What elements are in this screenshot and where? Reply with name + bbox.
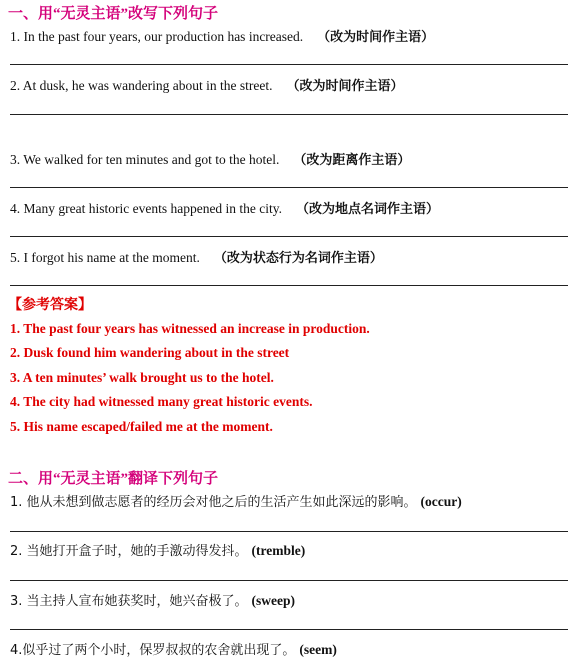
translation-question-2 [10,540,305,559]
answer-line [10,187,568,188]
answer-line [10,531,568,532]
answer-line [10,236,568,237]
answer-line [10,285,568,286]
question-text: 1. 他从未想到做志愿者的经历会对他之后的生活产生如此深远的影响。 [10,495,417,510]
question-3 [10,149,410,168]
question-text: 3. 当主持人宣布她获奖时，她兴奋极了。 [10,594,248,609]
question-hint: （改为状态行为名词作主语） [213,251,383,266]
question-2 [10,75,403,94]
answer-4: 4. The city had witnessed many great historic events. [10,394,313,409]
question-keyword: (seem) [299,642,337,657]
answer-line [10,580,568,581]
question-4 [10,198,439,217]
answer-1: 1. The past four years has witnessed an increase in production. [10,321,370,336]
question-keyword: (tremble) [251,543,306,558]
question-hint: （改为时间作主语） [317,30,435,45]
question-1 [10,26,434,45]
answer-2: 2. Dusk found him wandering about in the street [10,345,290,360]
translation-question-3 [10,590,295,609]
answer-5: 5. His name escaped/failed me at the moment. [10,419,273,434]
question-hint: （改为地点名词作主语） [296,202,440,217]
question-text: 2. 当她打开盒子时，她的手激动得发抖。 [10,544,248,559]
translation-question-4 [10,639,337,658]
question-hint: （改为时间作主语） [286,79,404,94]
question-text: 1. In the past four years, our production has increased. [10,29,304,44]
answer-line [10,114,568,115]
question-keyword: (sweep) [251,593,296,608]
translation-question-1 [10,491,462,510]
question-text: 4.似乎过了两个小时，保罗叔叔的农舍就出现了。 [10,643,296,658]
question-hint: （改为距离作主语） [293,153,411,168]
question-text: 3. We walked for ten minutes and got to the hotel. [10,152,280,167]
section2-heading: 二、用“无灵主语”翻译下列句子 [8,471,219,487]
answer-line [10,629,568,630]
question-text: 5. I forgot his name at the moment. [10,250,200,265]
question-5 [10,247,383,266]
question-text: 4. Many great historic events happened in the city. [10,201,283,216]
question-text: 2. At dusk, he was wandering about in the street. [10,78,273,93]
answer-3: 3. A ten minutes’ walk brought us to the hotel. [10,370,274,385]
answer-line [10,64,568,65]
section1-heading: 一、用“无灵主语”改写下列句子 [8,6,219,22]
answers-title: 【参考答案】 [8,297,92,313]
question-keyword: (occur) [420,494,462,509]
